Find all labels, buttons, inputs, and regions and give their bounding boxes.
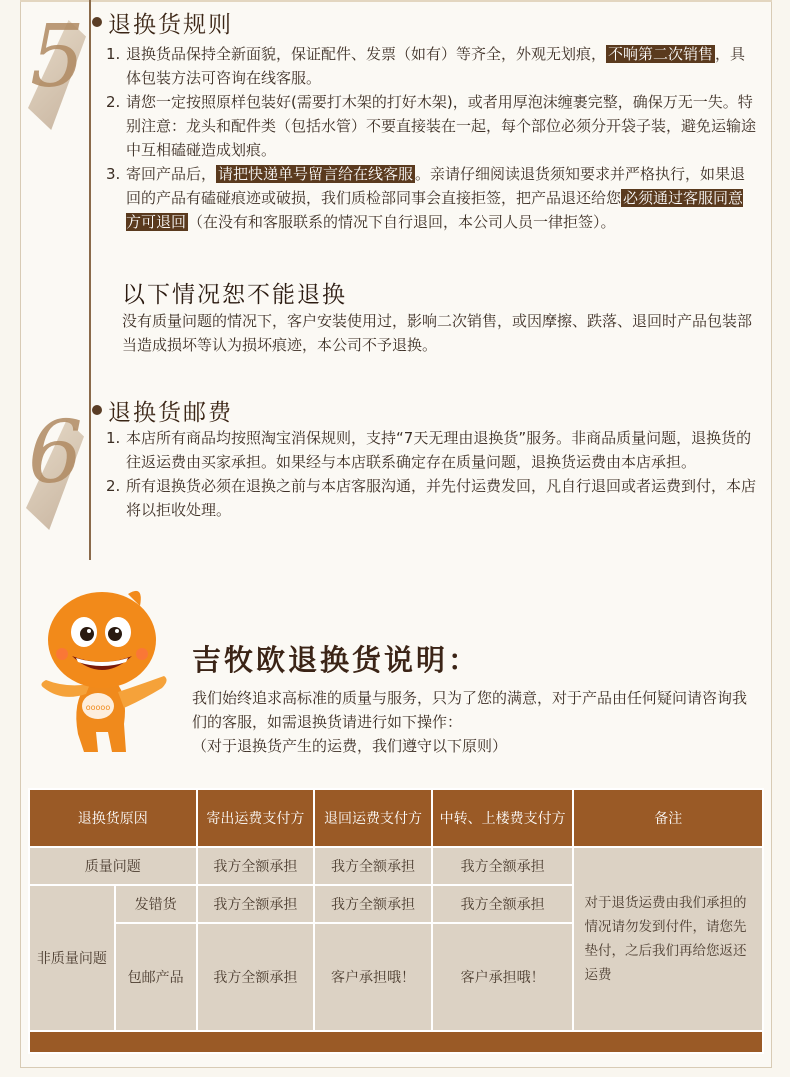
section-number-6: 6 [28, 403, 83, 503]
item-text: 所有退换货必须在退换之前与本店客服沟通，并先付运费发回，凡自行退回或者运费到付，本店将以拒收处理。 [126, 477, 757, 519]
header-transfer-payer: 中转、上楼费支付方 [432, 789, 574, 847]
footer-bar [29, 1031, 763, 1053]
rules-list [106, 42, 756, 234]
cell-transfer: 我方全额承担 [432, 885, 574, 923]
header-reason: 退换货原因 [29, 789, 197, 847]
section-title-postage: 退换货邮费 [108, 400, 233, 426]
item-number: 1. [106, 429, 121, 447]
list-item [106, 42, 756, 90]
no-return-title: 以下情况恕不能退换 [122, 282, 347, 308]
list-item [106, 162, 756, 234]
cell-non-quality: 非质量问题 [29, 885, 115, 1031]
highlight-text: 不响第二次销售 [608, 45, 714, 63]
freight-table [28, 788, 764, 1054]
item-text: 请您一定按照原样包装好(需要打木架的打好木架)，或者用厚泡沫缠裹完整，确保万无一失。特别注意：龙头和配件类（包括水管）不要直接装在一起，每个部位必须分开袋子装，避免运输途中互相磕碰造成划痕。 [126, 93, 757, 159]
mascot-illustration [32, 584, 172, 760]
cell-send: 我方全额承担 [197, 885, 315, 923]
cell-return: 我方全额承担 [314, 885, 432, 923]
cell-reason: 发错货 [115, 885, 197, 923]
section-bullet [92, 405, 102, 415]
item-text: 。亲请仔细阅读退货须知要求并严格执行，如果退回的产品有磕碰痕迹或破损，我们质检部同事会直接拒签，把产品退还给您 [126, 165, 746, 207]
cell-return: 客户承担哦！ [314, 923, 432, 1031]
header-note: 备注 [573, 789, 763, 847]
intro-line: 我们始终追求高标准的质量与服务，只为了您的满意，对于产品由任何疑问请咨询我们的客服，如需退换货请进行如下操作： [192, 689, 748, 731]
explain-intro [192, 686, 754, 758]
item-number: 2. [106, 93, 121, 111]
no-return-text: 没有质量问题的情况下，客户安装使用过，影响二次销售，或因摩擦、跌落、退回时产品包装部当造成损坏等认为损坏痕迹，本公司不予退换。 [122, 312, 753, 354]
list-item [106, 474, 756, 522]
cell-transfer: 我方全额承担 [432, 847, 574, 885]
timeline-line [89, 0, 91, 560]
intro-line: （对于退换货产生的运费，我们遵守以下原则） [192, 737, 508, 755]
item-text: 退换货品保持全新面貌，保证配件、发票（如有）等齐全，外观无划痕， [126, 45, 607, 63]
cell-return: 我方全额承担 [314, 847, 432, 885]
cell-send: 我方全额承担 [197, 847, 315, 885]
postage-list [106, 426, 756, 522]
item-text: （在没有和客服联系的情况下自行退回，本公司人员一律拒签）。 [188, 213, 616, 231]
top-divider [20, 0, 772, 2]
section-title-rules: 退换货规则 [108, 12, 233, 38]
mascot-badge-text: ooooo [85, 703, 111, 712]
item-text: 寄回产品后， [126, 165, 217, 183]
header-return-payer: 退回运费支付方 [314, 789, 432, 847]
cell-note: 对于退货运费由我们承担的情况请勿发到付件，请您先垫付，之后我们再给您返还运费 [573, 847, 763, 1031]
item-text: ，具体包装方法可咨询在线客服。 [126, 45, 746, 87]
highlight-text: 必须通过客服同意方可退回 [126, 189, 744, 231]
explain-title: 吉牧欧退换货说明： [192, 643, 481, 677]
table-row [29, 847, 763, 885]
section-bullet [92, 17, 102, 27]
cell-reason: 质量问题 [29, 847, 197, 885]
item-number: 1. [106, 45, 121, 63]
list-item [106, 426, 756, 474]
item-number: 2. [106, 477, 121, 495]
section-number-5: 5 [30, 7, 85, 107]
item-text: 本店所有商品均按照淘宝消保规则，支持“7天无理由退换货”服务。非商品质量问题，退换货的往返运费由买家承担。如果经与本店联系确定存在质量问题，退换货运费由本店承担。 [126, 429, 752, 471]
list-item [106, 90, 756, 162]
cell-send: 我方全额承担 [197, 923, 315, 1031]
item-number: 3. [106, 165, 121, 183]
table-header-row [29, 789, 763, 847]
header-send-payer: 寄出运费支付方 [197, 789, 315, 847]
cell-reason: 包邮产品 [115, 923, 197, 1031]
cell-transfer: 客户承担哦！ [432, 923, 574, 1031]
highlight-text: 请把快递单号留言给在线客服 [218, 165, 414, 183]
table-footer-bar [29, 1031, 763, 1053]
